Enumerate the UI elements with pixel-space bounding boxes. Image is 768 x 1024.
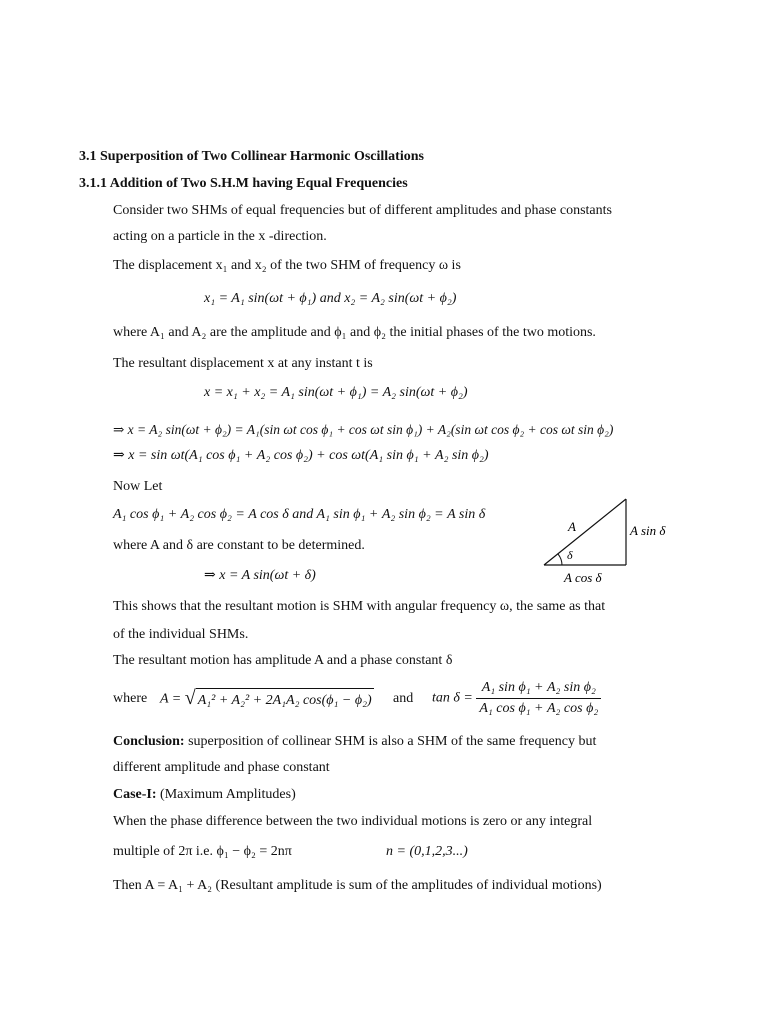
amplitude-formula (160, 686, 374, 713)
sqrt-sign-icon: √ (184, 687, 196, 709)
intro-line-2: acting on a particle in the x -direction. (113, 229, 327, 244)
conclusion-line-2: different amplitude and phase constant (113, 760, 330, 775)
tan-denominator: A₁ cos ϕ₁ + A₂ cos ϕ₂ (479, 701, 599, 716)
shows-line-1: This shows that the resultant motion is SHM with angular frequency ω, the same as that (113, 599, 606, 614)
where-label: where (113, 691, 148, 706)
subsection-heading: 3.1.1 Addition of Two S.H.M having Equal Frequencies (79, 176, 408, 191)
amplitude-phase-line: The resultant motion has amplitude A and a phase constant δ (113, 653, 453, 668)
intro-line-1: Consider two SHMs of equal frequencies but of different amplitudes and phase constants (113, 203, 612, 218)
conclusion-line-1 (113, 733, 596, 751)
case-description-2: multiple of 2π i.e. ϕ₁ − ϕ₂ = 2nπ (113, 844, 292, 859)
resultant-intro: The resultant displacement x at any instant t is (113, 356, 373, 371)
then-line: Then A = A₁ + A₂ (Resultant amplitude is sum of the amplitudes of individual motions) (113, 878, 602, 893)
case-n-values: n = (0,1,2,3...) (386, 844, 468, 859)
case-heading (113, 786, 296, 804)
triangle-diagram (540, 495, 680, 590)
equation-expand-2: ⇒ x = sin ωt(A₁ cos ϕ₁ + A₂ cos ϕ₂) + cos ωt(A₁ sin ϕ₁ + A₂ sin ϕ₂) (113, 448, 489, 463)
equation-result: ⇒ x = A sin(ωt + δ) (204, 568, 316, 583)
case-label: Case-I: (113, 787, 157, 802)
tan-lhs: tan δ = (432, 690, 477, 706)
tan-fraction (476, 679, 601, 718)
conclusion-label: Conclusion: (113, 734, 185, 749)
shows-line-2: of the individual SHMs. (113, 627, 249, 642)
displacement-intro: The displacement x₁ and x₂ of the two SHM of frequency ω is (113, 258, 461, 273)
equation-sum: x = x₁ + x₂ = A₁ sin(ωt + ϕ₁) = A₂ sin(ωt + ϕ₂) (204, 385, 468, 400)
amplitude-definition: where A₁ and A₂ are the amplitude and ϕ₁ and ϕ₂ the initial phases of the two motions. (113, 325, 596, 340)
equation-x1-x2: x₁ = A₁ sin(ωt + ϕ₁) and x₂ = A₂ sin(ωt + ϕ₂) (204, 291, 457, 306)
amplitude-lhs: A = (160, 691, 185, 707)
triangle-base-label: A cos δ (564, 570, 602, 585)
case-description-1: When the phase difference between the two individual motions is zero or any integral (113, 814, 593, 829)
tan-numerator: A₁ sin ϕ₁ + A₂ sin ϕ₂ (476, 679, 601, 699)
and-label: and (393, 691, 414, 706)
now-let: Now Let (113, 479, 163, 494)
conclusion-text-1: superposition of collinear SHM is also a SHM of the same frequency but (184, 734, 597, 749)
angle-arc (558, 554, 562, 565)
case-text: (Maximum Amplitudes) (156, 787, 296, 802)
tan-delta-formula (432, 679, 601, 718)
sqrt-expression (185, 686, 374, 713)
equation-let: A₁ cos ϕ₁ + A₂ cos ϕ₂ = A cos δ and A₁ sin ϕ₁ + A₂ sin ϕ₂ = A sin δ (113, 507, 486, 522)
triangle-angle-label: δ (567, 548, 573, 562)
section-heading: 3.1 Superposition of Two Collinear Harmonic Oscillations (79, 149, 424, 164)
sqrt-content: A₁² + A₂² + 2A₁A₂ cos(ϕ₁ − ϕ₂) (196, 688, 374, 713)
equation-expand-1: ⇒ x = A₂ sin(ωt + ϕ₂) = A₁(sin ωt cos ϕ₁ + cos ωt sin ϕ₁) + A₂(sin ωt cos ϕ₂ + cos ωt sin ϕ₂) (113, 422, 614, 437)
constants-definition: where A and δ are constant to be determined. (113, 538, 365, 553)
triangle-vertical-label: A sin δ (630, 523, 666, 538)
triangle-hypotenuse (544, 499, 626, 565)
triangle-hypotenuse-label: A (568, 519, 576, 534)
